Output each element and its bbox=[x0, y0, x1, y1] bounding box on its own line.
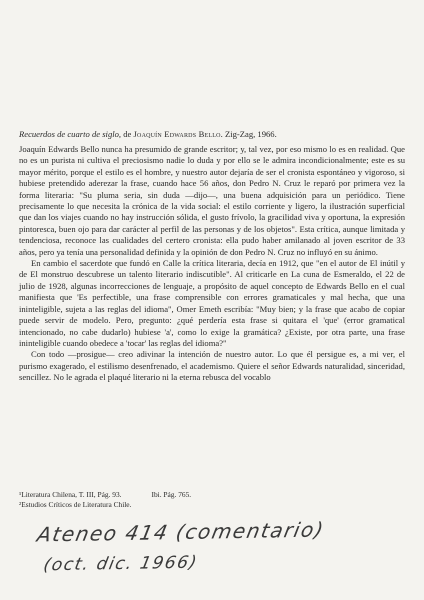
handwritten-line-1: Ateneo 414 (comentario) bbox=[35, 517, 327, 547]
handwritten-line-2: (oct. dic. 1966) bbox=[41, 552, 200, 576]
paragraph-2: En cambio el sacerdote que fundó en Calle la crítica literaria, decía en 1912, que "en el autor de El inútil y de El monstruo descubrese un talento literario indiscutible". Al criticarle en La cuna de Esmeraldo, el 22 de julio de 1928, algunas incorrecciones de lenguaje, a propósito de aquel concepto de Edwards Bello en el cual manifiesta que 'Es perfectible, una frase comprensible con errores gramaticales y mal hecha, que una ininteligible, sujeta a las reglas del idioma", Omer Emeth escribía: "Muy bien; y la frase que acabo de copiar puede servir de modelo. Pero, pregunto: ¿qué perdería esta frase si quitara el 'que' (error gramatical intencionado, no cabe dudarlo) hubiese 'a', como lo exige la gramática? ¿Existe, por otra parte, una frase ininteligible cuando obedece a 'tocar' las reglas del idioma?" bbox=[19, 258, 405, 348]
footnote-1-right: Ibi. Pág. 765. bbox=[151, 490, 192, 499]
paragraph-3: Con todo —prosigue— creo adivinar la intención de nuestro autor. Lo que él persigue es, a mi ver, el purismo exagerado, el estilismo desenfrenado, el academismo. Quiere el señor Edwards naturalidad, sinceridad, sencillez. No le agrada el plaqué literario ni la eterna rebusca del vocablo bbox=[19, 349, 405, 383]
review-heading bbox=[19, 129, 405, 140]
book-title: Recuerdos de cuarto de siglo, bbox=[19, 129, 122, 139]
footnote-1 bbox=[19, 490, 405, 500]
heading-connector: de bbox=[121, 129, 134, 139]
footnotes bbox=[19, 490, 405, 510]
footnote-2: ²Estudios Críticos de Literatura Chile. bbox=[19, 500, 132, 509]
footnote-1-left: ¹Literatura Chilena, T. III, Pág. 93. bbox=[19, 490, 122, 499]
book-author: Joaquín Edwards Bello bbox=[133, 129, 221, 139]
handwritten-annotation bbox=[35, 517, 398, 590]
publisher-info: . Zig-Zag, 1966. bbox=[220, 129, 277, 139]
review-body bbox=[19, 144, 405, 384]
paragraph-1: Joaquín Edwards Bello nunca ha presumido de grande escritor; y, tal vez, por eso mismo lo es en realidad. Que no es un purista ni cultiva el preciosismo nadie lo duda y por ello se le admira incondicionalmente; este es su mayor mérito, porque el estilo es el hombre, y nuestro autor dejaría de ser el cronista espontáneo y vigoroso, si hubiese pretendido aderezar la frase, cuando hace 56 años, don Pedro N. Cruz le reparó por primera vez la forma literaria: "Su pluma seria, sin duda —dijo—, una buena adquisición para un periódico. Tiene precisamente lo que necesita la crónica de la vida social: el estilo corriente y ligero, la ilustración superficial que dan los viajes cuando no hay instrucción sólida, el gusto frívolo, la gracilidad viva y oportuna, la expresión pintoresca, buen ojo para dar carácter al perfil de las personas y de los objetos". Esta crítica, aunque limitada y tendenciosa, reconoce las cualidades del certero cronista: ella pudo haber amilanado al joven escritor de 33 años, pero ya tenía una personalidad definida y la opinión de don Pedro N. Cruz no influyó en su ánimo. bbox=[19, 144, 405, 257]
